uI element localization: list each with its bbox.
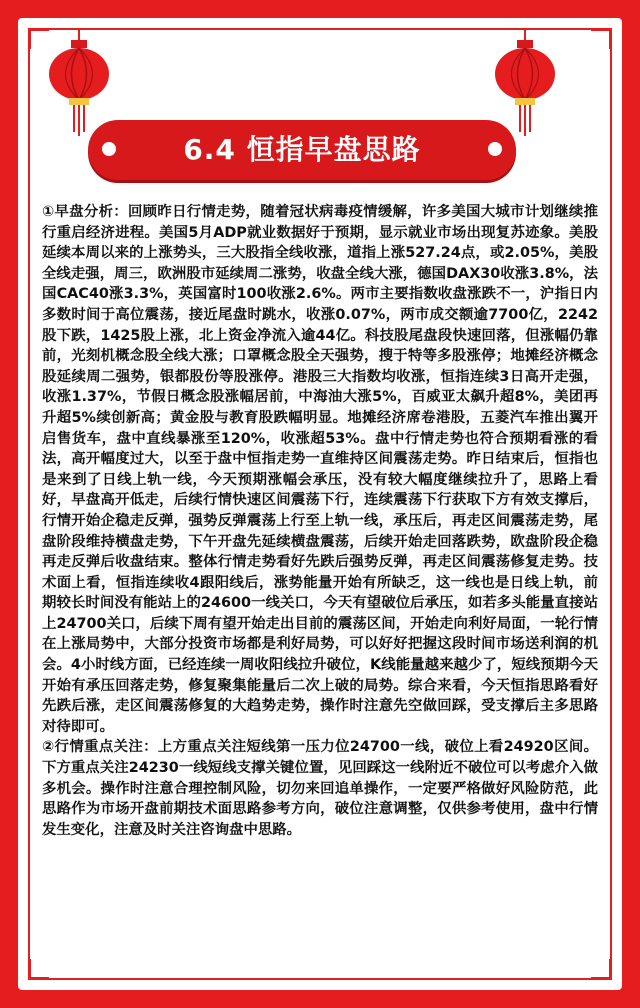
article-body xyxy=(42,202,598,840)
corner-ornament xyxy=(591,28,612,49)
title-banner xyxy=(88,120,516,180)
paragraph-key-levels: ②行情重点关注：上方重点关注短线第一压力位24700一线，破位上看24920区间。下方重点关注24230一线短线支撑关键位置，见回踩这一线附近不破位可以考虑介入做多机会。操作时注意合理控制风险，切勿来回追单操作，一定要严格做好风险防范，此思路作为市场开盘前期技术面思路参考方向，破位注意调整，仅供参考使用，盘中行情发生变化，注意及时关注咨询盘中思路。 xyxy=(42,739,598,838)
corner-ornament xyxy=(28,959,49,980)
page-title: 6.4 恒指早盘思路 xyxy=(183,133,421,166)
corner-ornament xyxy=(591,959,612,980)
paragraph-morning-analysis: ①早盘分析：回顾昨日行情走势，随着冠状病毒疫情缓解，许多美国大城市计划继续推行重启经济进程。美国5月ADP就业数据好于预期，显示就业市场出现复苏迹象。美股延续本周以来的上涨势头，三大股指全线收涨，道指上涨527.24点，或2.05%，美股全线走强，周三，欧洲股市延续周二涨势，收盘全线大涨，德国DAX30收涨3.8%，法国CAC40涨3.3%，英国富时100收涨2.6%。两市主要指数收盘涨跌不一，沪指日内多数时间于高位震荡，接近尾盘时跳水，收涨0.07%，两市成交额逾7700亿，2242股下跌，1425股上涨，北上资金净流入逾44亿。科技股尾盘段快速回落，但涨幅仍靠前，光刻机概念股全线大涨；口罩概念股全天强势，搜于特等多股涨停；地摊经济概念股延续周二强势，银都股份等股涨停。港股三大指数均收涨，恒指连续3日高开走强，收涨1.37%，节假日概念股涨幅居前，中海油大涨5%，百威亚太飙升超8%，美团再升超5%续创新高；黄金股与教育股跌幅明显。地摊经济席卷港股，五菱汽车推出翼开启售货车，盘中直线暴涨至120%，收涨超53%。盘中行情走势也符合预期看涨的看法，高开幅度过大，以至于盘中恒指走势一直维持区间震荡走势。昨日结束后，恒指也是来到了日线上轨一线，今天预期涨幅会承压，没有较大幅度继续拉升了，思路上看好，早盘高开低走，后续行情快速区间震荡下行，连续震荡下行获取下方有效支撑后，行情开始企稳走反弹，强势反弹震荡上行至上轨一线，承压后，再走区间震荡走势，尾盘阶段维持横盘走势，下午开盘先延续横盘震荡，后续开始走回落跌势，欧盘阶段企稳再走反弹后收盘结束。整体行情走势看好先跌后强势反弹，再走区间震荡修复走势。技术面上看，恒指连续收4跟阳线后，涨势能量开始有所缺乏，这一线也是日线上轨，前期较长时间没有能站上的24600一线关口，今天有望破位后承压，如若多头能量直接站上24700关口，后续下周有望开始走出目前的震荡区间，开始走向利好局面，一轮行情在上涨局势中，大部分投资市场都是利好局势，可以好好把握这段时间市场送利润的机会。4小时线方面，已经连续一周收阳线拉升破位，K线能量越来越少了，短线预期今天开始有承压回落走势，修复聚集能量后二次上破的局势。综合来看，今天恒指思路看好先跌后涨，走区间震荡修复的大趋势走势，操作时注意先空做回踩，受支撑后主多思路对待即可。 xyxy=(42,204,598,735)
